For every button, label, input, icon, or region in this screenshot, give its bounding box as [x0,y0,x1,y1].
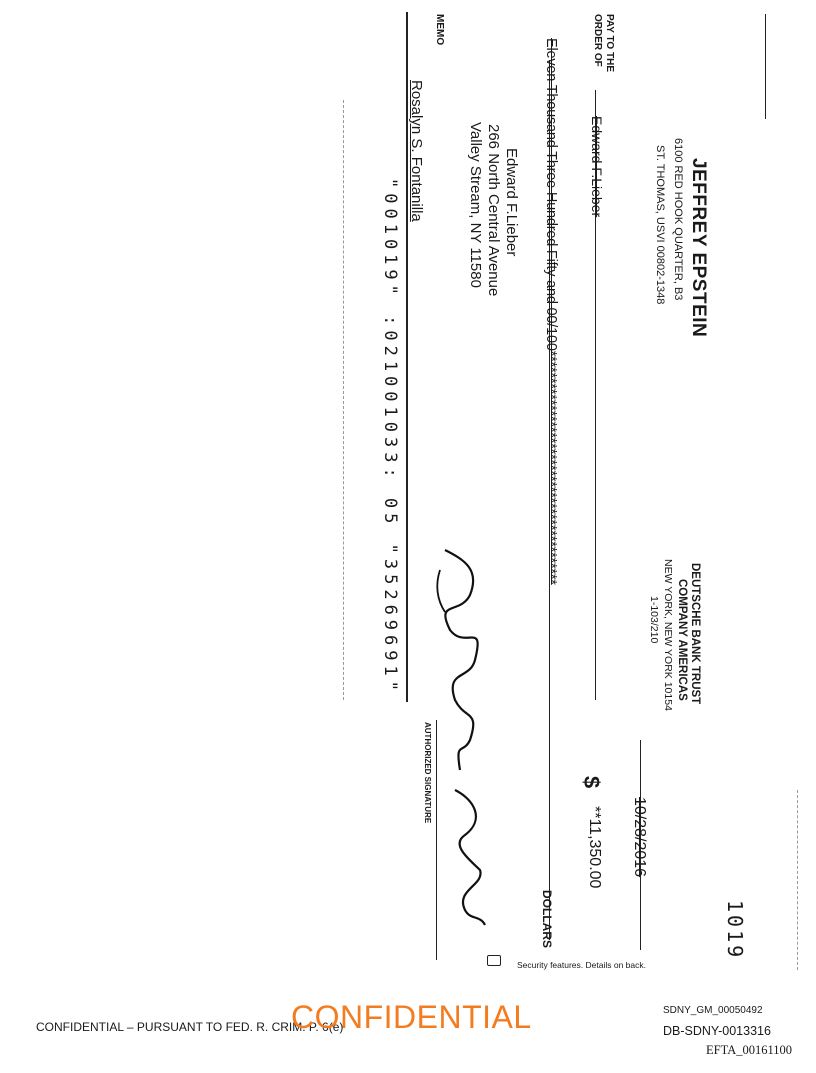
payee-address-line2: 266 North Central Avenue [485,124,502,297]
bank-name-line1: DEUTSCHE BANK TRUST [689,563,701,705]
bank-routing-fraction: 1-103/210 [648,596,660,644]
confidential-notice: CONFIDENTIAL – PURSUANT TO FED. R. CRIM. P. 6(e) [36,1020,344,1034]
bank-address: NEW YORK, NEW YORK 10154 [662,559,674,711]
account-holder-address-1: 6100 RED HOOK QUARTER, B3 [672,138,684,301]
confidential-stamp: CONFIDENTIAL [291,999,532,1035]
authorized-signature-label: AUTHORIZED SIGNATURE [423,722,432,824]
security-note: Security features. Details on back. [517,960,646,970]
bank-name-line2: COMPANY AMERICAS [676,579,688,701]
perforation-line-right [797,790,798,970]
payee-address-line3: Valley Stream, NY 11580 [467,122,484,288]
bates-number-3: EFTA_00161100 [706,1043,793,1057]
pay-to-label: PAY TO THE [604,14,615,72]
payee-name: Edward F.Lieber [589,116,605,218]
perforation-line [343,100,344,700]
amount-numeric: **11,350.00 [586,806,603,889]
dollars-label: DOLLARS [540,890,554,948]
check-date: 10/28/2016 [631,797,648,878]
check-number: 1019 [723,900,747,961]
padlock-icon [487,955,501,966]
order-of-label: ORDER OF [592,14,603,67]
bates-number-2: DB-SDNY-0013316 [663,1024,771,1038]
currency-symbol: $ [579,776,604,789]
micr-line: "001019" :021001033: 05 "35269691" [380,178,400,696]
authorized-signature-scribble [425,540,495,930]
memo-value: Rosalyn S. Fontanilla [408,80,425,222]
memo-label: MEMO [434,14,445,46]
check-right-border [765,14,766,119]
bates-number-1: SDNY_GM_00050492 [663,1005,763,1016]
account-holder-address-2: ST. THOMAS, USVI 00802-1348 [654,145,666,305]
payee-address-line1: Edward F.Lieber [503,148,520,257]
amount-in-words: Eleven Thousand Three Hundred Fifty and 00/100******************************************* [543,38,559,585]
account-holder-name: JEFFREY EPSTEIN [688,158,709,338]
